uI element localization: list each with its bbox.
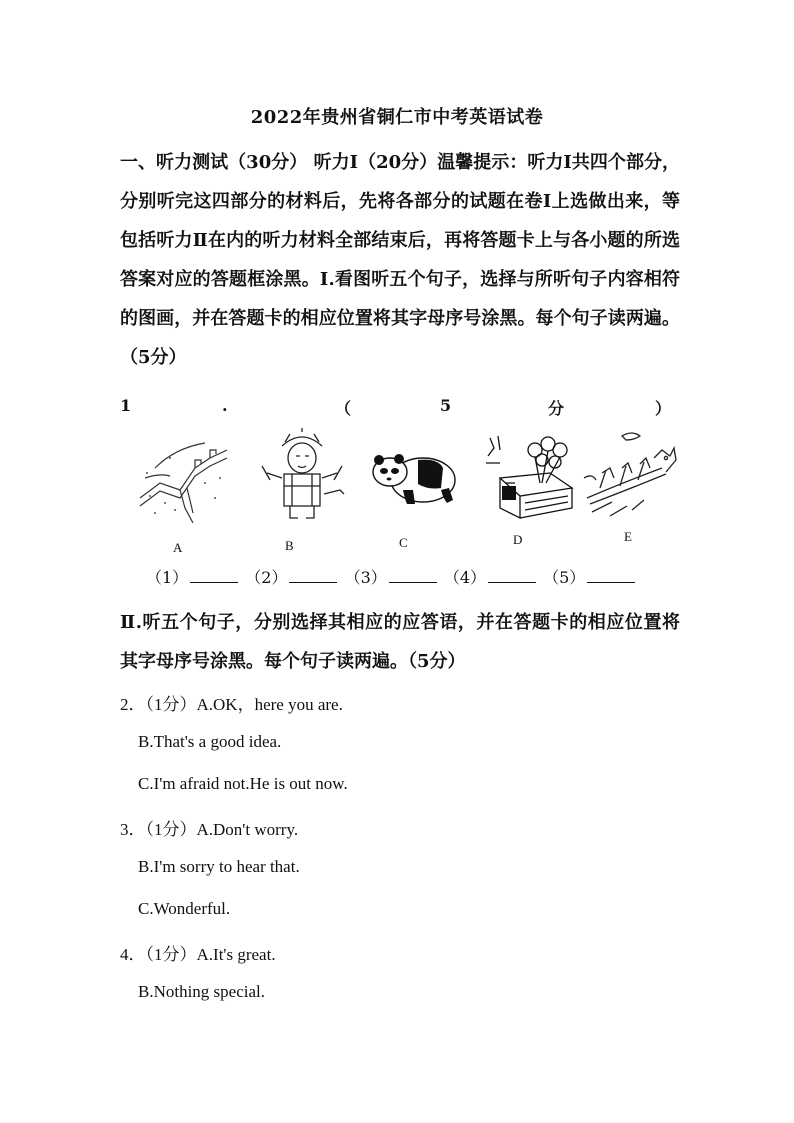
question-4-stem (120, 940, 276, 965)
section2-intro: Ⅱ.听五个句子，分别选择其相应的应答语，并在答题卡的相应位置将其字母序号涂黑。每个句子读两遍。（5分） (120, 612, 680, 672)
panda-icon (363, 428, 463, 523)
picture-row (135, 428, 680, 553)
question-3-option-c: C.Wonderful. (138, 899, 231, 918)
section1-intro: 一、听力测试（30分） 听力Ⅰ（20分）温馨提示：听力Ⅰ共四个部分，分别听完这四部分的材料后，先将各部分的试题在卷Ⅰ上选做出来，等包括听力Ⅱ在内的听力材料全部结束后，再将答题卡上与各小题的所选答案对应的答题框涂黑。Ⅰ.看图听五个句子，选择与所听句子内容相符的图画，并在答题卡的相应位置将其字母序号涂黑。每个句子读两遍。（5分） (120, 152, 680, 368)
question-3-number: 3．（1分） (120, 820, 197, 839)
blank-1-label: （1） (146, 568, 189, 587)
blank-2-line[interactable] (289, 568, 337, 583)
question-2-option-b: B.That's a good idea. (138, 732, 282, 751)
question-2-stem (120, 690, 343, 715)
great-wall-icon (135, 428, 235, 523)
blank-2-label: （2） (245, 568, 288, 587)
question-1-rparen: ） (655, 399, 672, 418)
question-1-score: 5 (440, 396, 452, 415)
question-1-unit: 分 (548, 399, 565, 418)
question-1-dot: . (222, 396, 228, 415)
question-2-option-c: C.I'm afraid not.He is out now. (138, 774, 348, 793)
question-2-number: 2．（1分） (120, 695, 197, 714)
picture-d-label: D (513, 532, 523, 547)
dragon-boat-icon (582, 428, 682, 523)
blank-3-label: （3） (344, 568, 387, 587)
question-3-stem (120, 815, 298, 840)
picture-b-label: B (285, 538, 294, 553)
blank-4-line[interactable] (488, 568, 536, 583)
blank-5-line[interactable] (587, 568, 635, 583)
answer-blanks (146, 565, 637, 588)
blank-3-line[interactable] (389, 568, 437, 583)
building-balloons-icon (480, 428, 580, 523)
page-title: 2022年贵州省铜仁市中考英语试卷 (250, 107, 544, 128)
blank-5-label: （5） (543, 568, 586, 587)
blank-4-label: （4） (443, 568, 487, 587)
question-4-option-a: A.It's great. (196, 945, 276, 964)
question-4-option-b: B.Nothing special. (138, 982, 266, 1001)
opera-figure-icon (252, 428, 352, 523)
picture-c-label: C (399, 535, 408, 550)
blank-1-line[interactable] (190, 568, 238, 583)
question-1-lparen: （ (335, 399, 352, 418)
question-2-option-a: A.OK，here you are. (196, 695, 343, 714)
question-3-option-a: A.Don't worry. (196, 820, 299, 839)
question-3-option-b: B.I'm sorry to hear that. (138, 857, 300, 876)
question-1-header (120, 396, 680, 422)
question-1-number: 1 (120, 396, 132, 415)
picture-a-label: A (173, 540, 183, 555)
question-4-number: 4．（1分） (120, 945, 197, 964)
picture-e-label: E (624, 529, 632, 544)
